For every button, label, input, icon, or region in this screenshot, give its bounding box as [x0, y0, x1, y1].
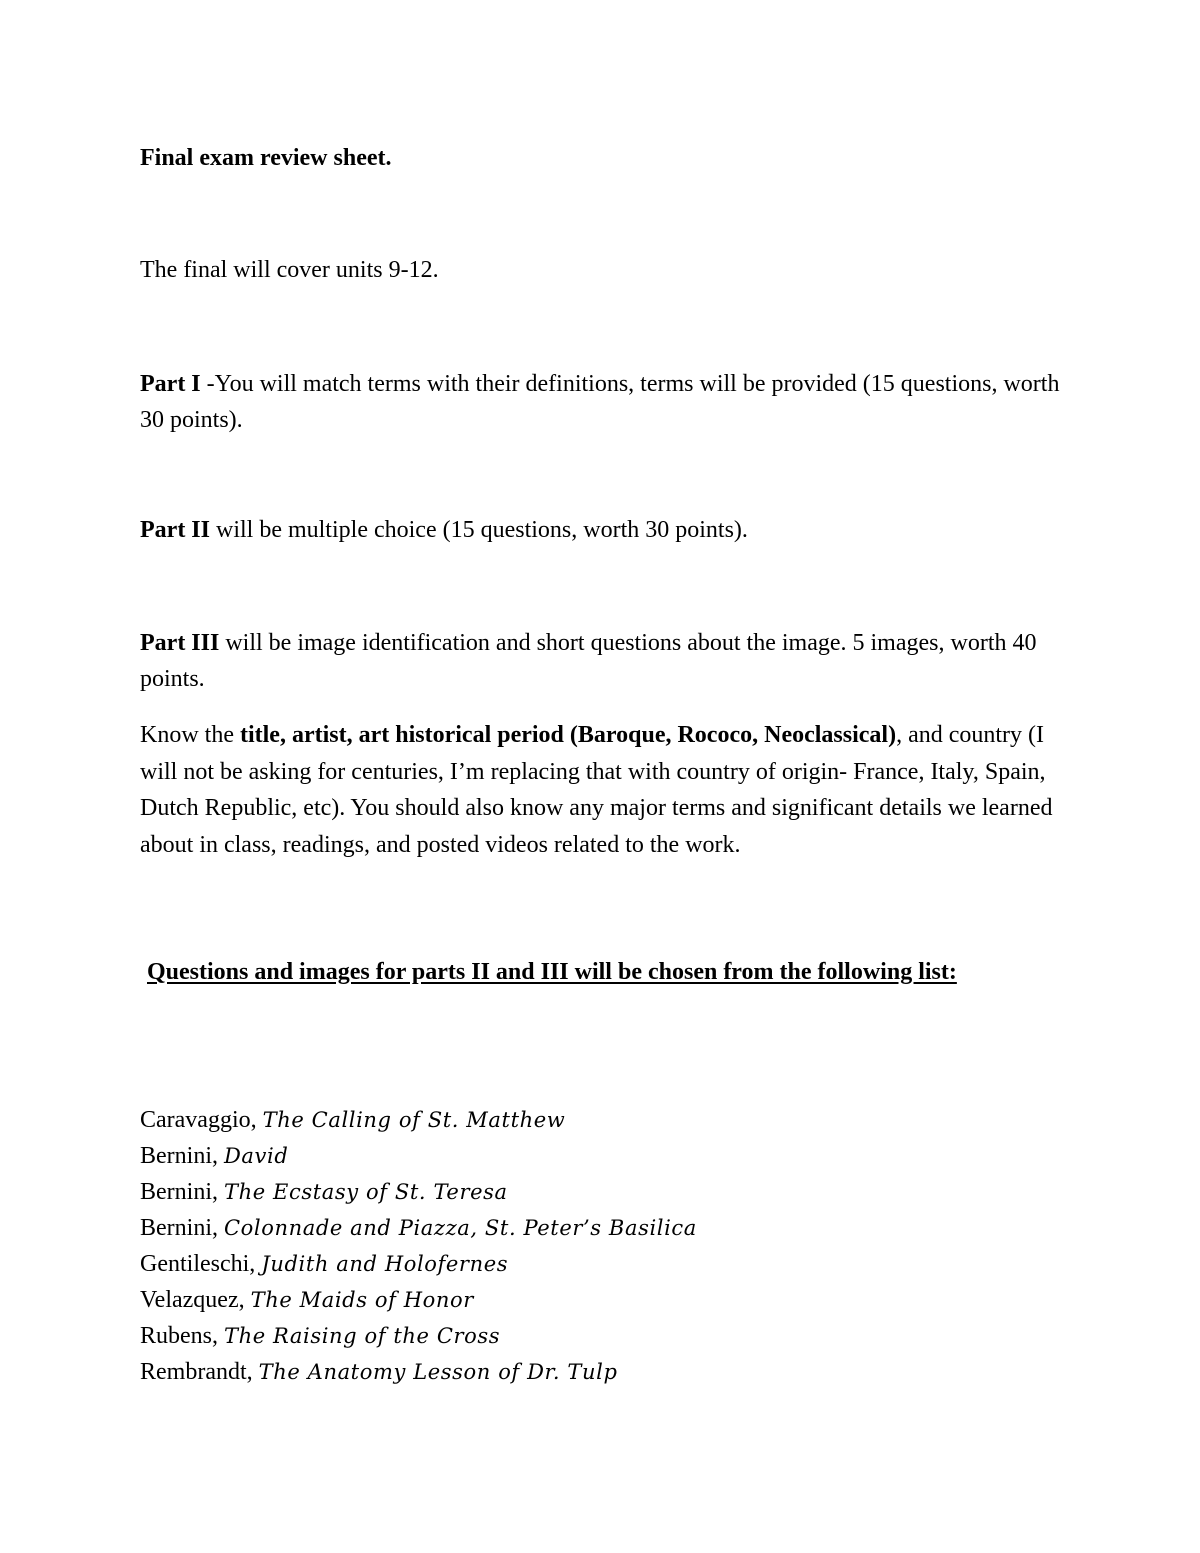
works-list	[140, 1102, 1070, 1390]
work-title: Colonnade and Piazza, St. Peter’s Basilica	[224, 1216, 697, 1240]
part-2-label: Part II	[140, 517, 210, 543]
work-title: The Calling of St. Matthew	[262, 1108, 566, 1132]
work-title: David	[224, 1144, 289, 1168]
work-artist: Rubens,	[140, 1323, 224, 1349]
know-bold-text: title, artist, art historical period (Baroque, Rococo, Neoclassical)	[239, 722, 897, 748]
list-item	[140, 1174, 1070, 1210]
work-artist: Bernini,	[140, 1215, 224, 1241]
part-3-label: Part III	[140, 630, 220, 656]
work-artist: Bernini,	[140, 1143, 224, 1169]
work-artist: Gentileschi,	[140, 1251, 262, 1277]
part-2-text: will be multiple choice (15 questions, worth 30 points).	[209, 517, 748, 543]
work-title: The Ecstasy of St. Teresa	[224, 1180, 508, 1204]
work-title: Judith and Holofernes	[261, 1252, 509, 1276]
list-item	[140, 1138, 1070, 1174]
part-1-text: -You will match terms with their definitions, terms will be provided (15 questions, worth 30 points).	[140, 371, 1060, 433]
list-item	[140, 1354, 1070, 1390]
list-item	[140, 1210, 1070, 1246]
work-artist: Velazquez,	[140, 1287, 251, 1313]
work-title: The Anatomy Lesson of Dr. Tulp	[258, 1360, 618, 1384]
list-item	[140, 1282, 1070, 1318]
work-title: The Maids of Honor	[250, 1288, 474, 1312]
work-artist: Bernini,	[140, 1179, 224, 1205]
part-3-text: will be image identification and short questions about the image. 5 images, worth 40 points.	[140, 630, 1037, 692]
work-artist: Caravaggio,	[140, 1107, 263, 1133]
list-item	[140, 1102, 1070, 1138]
list-item	[140, 1318, 1070, 1354]
work-title: The Raising of the Cross	[224, 1324, 501, 1348]
know-rest: , and country (I will not be asking for centuries, I’m replacing that with country of origin- France, Italy, Spain, Dutch Republic, etc). You should also know any major terms and significant details we learned about in class, readings, and posted videos related to the work.	[140, 722, 1053, 858]
know-paragraph	[140, 717, 1070, 863]
list-item	[140, 1246, 1070, 1282]
document-title: Final exam review sheet.	[140, 145, 392, 171]
know-prefix: Know the	[140, 722, 240, 748]
part-1-paragraph	[140, 366, 1070, 438]
intro-text: The final will cover units 9-12.	[140, 257, 439, 283]
part-3-paragraph	[140, 625, 1070, 697]
list-header: Questions and images for parts II and III will be chosen from the following list:	[147, 959, 957, 985]
work-artist: Rembrandt,	[140, 1359, 259, 1385]
part-2-paragraph	[140, 512, 1070, 548]
part-1-label: Part I	[140, 371, 201, 397]
